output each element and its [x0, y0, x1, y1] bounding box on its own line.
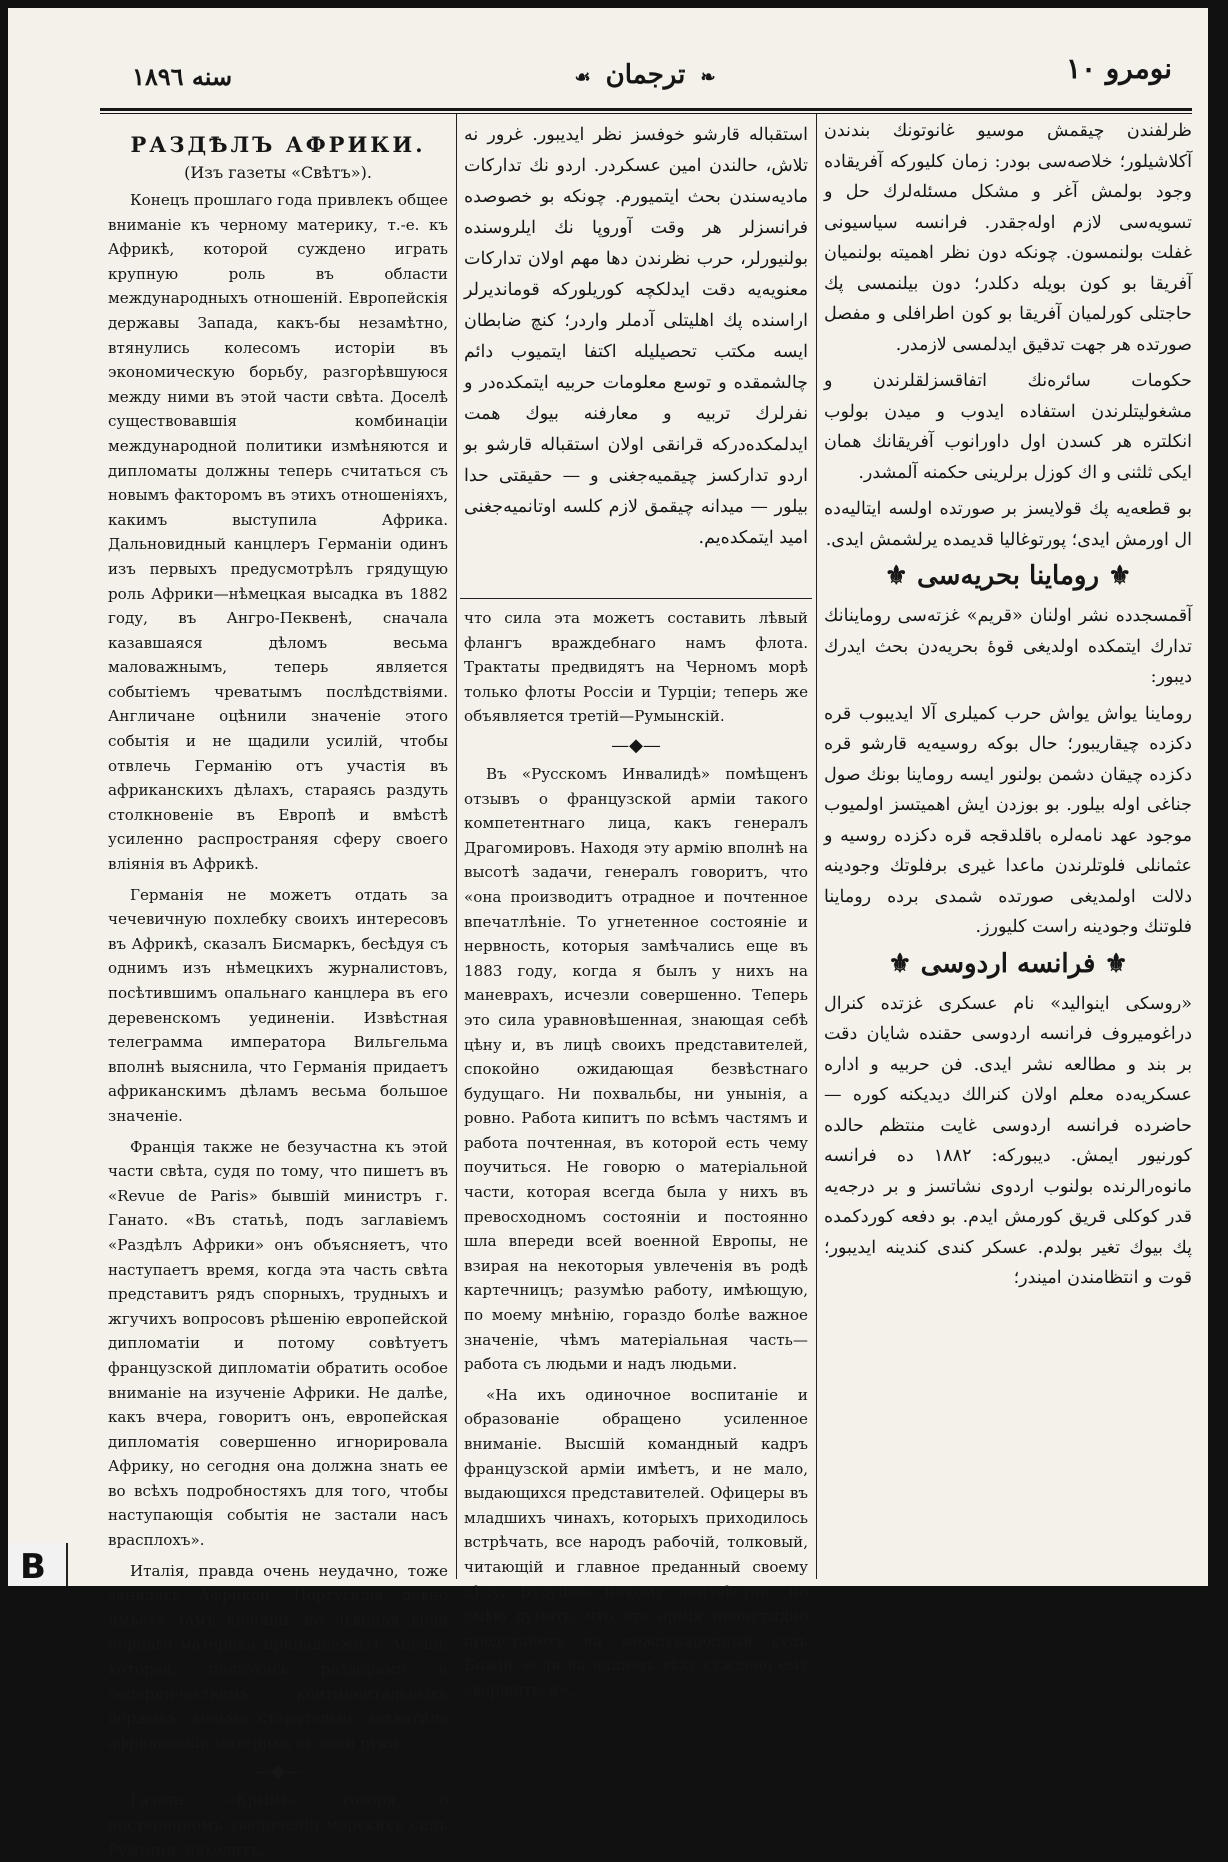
section-heading-text: فرانسه اردوسی: [920, 948, 1096, 979]
masthead-rule-thin: [100, 113, 1192, 114]
archive-tab-letter: B: [20, 1547, 46, 1587]
heading-ornament-icon: ⚜: [1104, 948, 1128, 979]
arabic-paragraph: «روسكی اینوالید» نام عسكری غزتده كنرال دراغومیروف فرانسه اردوسی حقنده شایان دقت بر بند و مطالعه نشر ایدی. فن حربیه و اداره عسكریه‌ده معلم اولان كنرالك دیدیكنه كوره — حاضرده فرانسه اردوسی غایت منتظم حالده كورنیور ایمش. دیبوركه: ١٨٨٢ ده فرانسه مانوه‌رالرنده بولنوب اردوی نشاتسز و بر درجه‌یه قدر كوكلی قریق كورمش ایدم. بو دفعه كوردكمده پك بیوك تغیر بولدم. عسكر كندی كندینه ایدیبور؛ قوت و انتظامندن امیندر؛: [824, 993, 1192, 1288]
article-paragraph: «На ихъ одиночное воспитаніе и образованіе обращено усиленное вниманіе. Высшій командный кадръ французской арміи имѣетъ, и не мало, выдающихся представителей. Офицеры въ младшихъ чинахъ, которыхъ приходилось встрѣчать, все народъ рабочій, толковый, читающій и главное преданный своему дѣлу. Будущее никому неизвѣстно, но смѣю думать, что эта армія непостыдно предстанетъ на международный судъ Божій, если на нашемъ вѣку суждено ему свершиться»...: [464, 1385, 808, 1699]
heading-ornament-icon: ⚜: [884, 561, 908, 591]
masthead-rule: [100, 108, 1192, 111]
arabic-paragraph: ظرلفندن چيقمش موسيو غانوتونك بندندن آكلاشيلور؛ خلاصه‌سی بودر: زمان كليوركه آفريقاده وجود بولمش آغر و مشكل مسئله‌لرك حل و تسویه‌سی لازم اوله‌جقدر. فرانسه سیاسیونی غفلت بولنمسون. چونكه دون نظر اهميته بولنميان آفريقا بو كون بويله دكلدر؛ دون بيلنمسی پك حاجتلی كورلميان آفريقا بو كون اطرافلی و مفصل صورتده هر جهت تدقيق ایدلمسی لازمدر.: [824, 121, 1192, 355]
middle-column-russian: [464, 606, 808, 1699]
article-paragraph: что сила эта можетъ составить лѣвый флангъ враждебнаго намъ флота. Трактаты предвидятъ на Черномъ морѣ только флоты Россіи и Турціи; теперь же объявляется третій—Румынскій.: [464, 609, 808, 726]
title-ornament-right-icon: ☙: [574, 67, 591, 88]
middle-column-divider: [460, 598, 812, 599]
newspaper-title: [100, 60, 1190, 90]
title-ornament-left-icon: ❧: [700, 67, 716, 88]
arabic-paragraph: بو قطعه‌یه پك قولايسز بر صورتده اولسه ایتاليه‌ده ال اورمش ایدی؛ پورتوغاليا قدیمده یرلشمش ایدی.: [824, 499, 1192, 550]
article-source: (Изъ газеты «Свѣтъ»).: [184, 163, 372, 182]
newspaper-name: ترجمان: [605, 60, 686, 90]
article-heading: РАЗДѢЛЪ АФРИКИ.: [130, 132, 426, 157]
arabic-paragraph: استقباله قارشو خوفسز نظر ایدیبور. غرور نه تلاش، حالندن امین عسکردر. اردو نك تداركات ماديەسندن بحث ایتمیورم. چونكه بو خصوصده فرانسزلر هر وقت آوروپا نك ایلروسنده بولنیورلر، حرب نظرندن دها مهم اولان تداركات معنويەيه دقت ایدلكچه كوريلوركه قوماندیرلر اراسنده پك اهليتلی آدملر واردر؛ كنچ ضابطان ایسه مكتب تحصيلیله اكتفا ایتمیوب دائم چالشمقده و توسع معلومات حربيه ایتمكده‌در و نفرلرك تربيه و معارفنه بیوك همت ایدلمكده‌دركه قرانقی اولان استقباله قارشو بو اردو تداركسز چيقمیه‌جغنی و — حقيقتی حدا بیلور — میدانه چیقمق لازم كلسه اوتانمیه‌جغنی امید ایتمكده‌یم.: [464, 125, 808, 548]
article-paragraph: Газета «Крымъ» говоря о постепенномъ увеличеніи морскихъ силъ Румыніи, находитъ,: [108, 1791, 448, 1859]
section-heading-text: روماینا بحریه‌سی: [916, 561, 1099, 591]
separator-ornament-icon: —◆—: [253, 1761, 303, 1783]
newspaper-page: [8, 8, 1208, 1859]
article-paragraph: Италія, правда очень неудачно, тоже занялась Африкой. Португалія давно имѣетъ тамъ колоніи, но львиная доля чернаго материка принадлежитъ Англіи, которая, пользуясь раздорами и соперничествомъ континентальныхъ державъ, весьма старательно захватила африканскій материкъ въ свои руки.: [108, 1561, 448, 1752]
arabic-paragraph: روماينا يواش يواش حرب كميلری آلا ایدیبوب قره دكزده چیقاریبور؛ حال بوكه روسیه‌یه قارشو قره دكزده چیقان دشمن بولنور ایسه روماينا بونك صول جناغی اوله بیلور. بو بوزدن ایش اهميتسز اولمیوب موجود عهد نامه‌لره باقلدقجه قره دكزده روسیه و عثمانلی فلوتلرندن ماعدا غیری برفلوتك وجودینه دلالت اولمدیغی صورتده شمدی برده روماينا فلوتنك وجودینه راست كليورز.: [824, 703, 1192, 937]
article-paragraph: Конецъ прошлаго года привлекъ общее вниманіе къ черному материку, т.-е. къ Африкѣ, которой суждено играть крупную роль въ области международныхъ отношеній. Европейскія державы Запада, какъ-бы незамѣтно, втянулись колесомъ исторіи въ экономическую борьбу, разгорѣвшуюся между ними въ этой части свѣта. Доселѣ существовавшія комбинаціи международной политики измѣняются и дипломаты должны теперь считаться съ новымъ факторомъ въ этихъ отношеніяхъ, какимъ выступила Африка. Дальновидный канцлеръ Германіи одинъ изъ первыхъ предусмотрѣлъ грядущую роль Африки—нѣмецкая высадка въ 1882 году, въ Ангро-Пеквенѣ, сначала казавшаяся дѣломъ весьма маловажнымъ, теперь является событіемъ чреватымъ послѣдствіями. Англичане оцѣнили значеніе этого событія и не щадили усилій, чтобы отвлечь Германію отъ участія въ африканскихъ дѣлахъ, стараясь раздуть столкновеніе въ Европѣ и вмѣстѣ усиленно распространяя сферу своего вліянія въ Африкѣ.: [108, 191, 448, 874]
arabic-paragraph: حكومات سائره‌نك اتفاقسزلقلرندن و مشغوليتلرندن استفاده ایدوب و میدن بولوب انكلتره هر كسدن اول داورانوب آفريقانك همان ایكی ثلثنی و اك كوزل برلرینی حكمنه آلمشدر.: [824, 371, 1192, 483]
heading-ornament-icon: ⚜: [1108, 561, 1132, 591]
article-paragraph: Германія не можетъ отдать за чечевичную похлебку своихъ интересовъ въ Африкѣ, сказалъ Бисмаркъ, бесѣдуя съ однимъ изъ нѣмецкихъ журналистовъ, посѣтившимъ опальнаго канцлера въ его деревенскомъ уединеніи. Извѣстная телеграмма императора Вильгельма вполнѣ выяснила, что Германія придаетъ африканскимъ дѣламъ весьма большое значеніе.: [108, 885, 448, 1125]
right-column: [824, 116, 1192, 1582]
column-divider-right: [816, 114, 817, 1579]
archive-tab: [8, 1543, 68, 1586]
arabic-paragraph: آقمسجدده نشر اولنان «قریم» غزته‌سی روماینانك تدارك ایتمكده اولدیغی قوهٔ بحریه‌دن بحث ایدرك دیبور:: [824, 606, 1192, 687]
section-heading: [824, 949, 1192, 979]
separator-ornament-icon: —◆—: [611, 734, 661, 756]
masthead: [100, 46, 1190, 106]
heading-ornament-icon: ⚜: [888, 948, 912, 979]
left-column: [108, 120, 448, 1859]
article-paragraph: Франція также не безучастна къ этой части свѣта, судя по тому, что пишетъ въ «Revue de Paris» бывшій министръ г. Ганато. «Въ статьѣ, подъ заглавіемъ «Раздѣлъ Африки» онъ объясняетъ, что наступаетъ время, когда эта часть свѣта представитъ рядъ спорныхъ, трудныхъ и жгучихъ вопросовъ рѣшенію европейской дипломатіи и потому совѣтуетъ французской дипломатіи обратить особое вниманіе на изученіе Африки. Не далѣе, какъ вчера, говоритъ онъ, европейская дипломатія совершенно игнорировала Африку, но сегодня она должна знать ее во всѣхъ подробностяхъ для того, чтобы наступающія событія не застали насъ врасплохъ».: [108, 1137, 448, 1550]
issue-year: سنه ١٨٩٦: [132, 62, 233, 91]
column-divider-left: [456, 114, 457, 1579]
article-paragraph: Въ «Русскомъ Инвалидѣ» помѣщенъ отзывъ о французской арміи такого компетентнаго лица, какъ генералъ Драгомировъ. Находя эту армію вполнѣ на высотѣ задачи, генералъ говоритъ, что «она производитъ отрадное и почтенное впечатлѣніе. То угнетенное состояніе и нервность, которыя замѣчались еще въ 1883 году, когда я былъ у нихъ на маневрахъ, исчезли совершенно. Теперь это сила уравновѣшенная, знающая себѣ цѣну и, въ лицѣ своихъ представителей, спокойно ожидающая безвѣстнаго будущаго. Ни похвальбы, ни унынія, а ровно. Работа кипитъ по всѣмъ частямъ и работа почтенная, въ которой есть чему поучиться. Не говорю о матеріальной части, которая всегда была у нихъ въ превосходномъ состояніи и постоянно шла впереди всей военной Европы, не взирая на некоторыя увлеченія въ родѣ картечницъ; разумѣю работу, имѣющую, по моему мнѣнію, гораздо болѣе важное значеніе, чѣмъ матеріальная часть—работа съ людьми и надъ людьми.: [464, 764, 808, 1374]
section-heading: [824, 561, 1192, 591]
issue-number: نومرو ١٠: [1065, 52, 1172, 85]
middle-column-arabic: [464, 120, 808, 590]
